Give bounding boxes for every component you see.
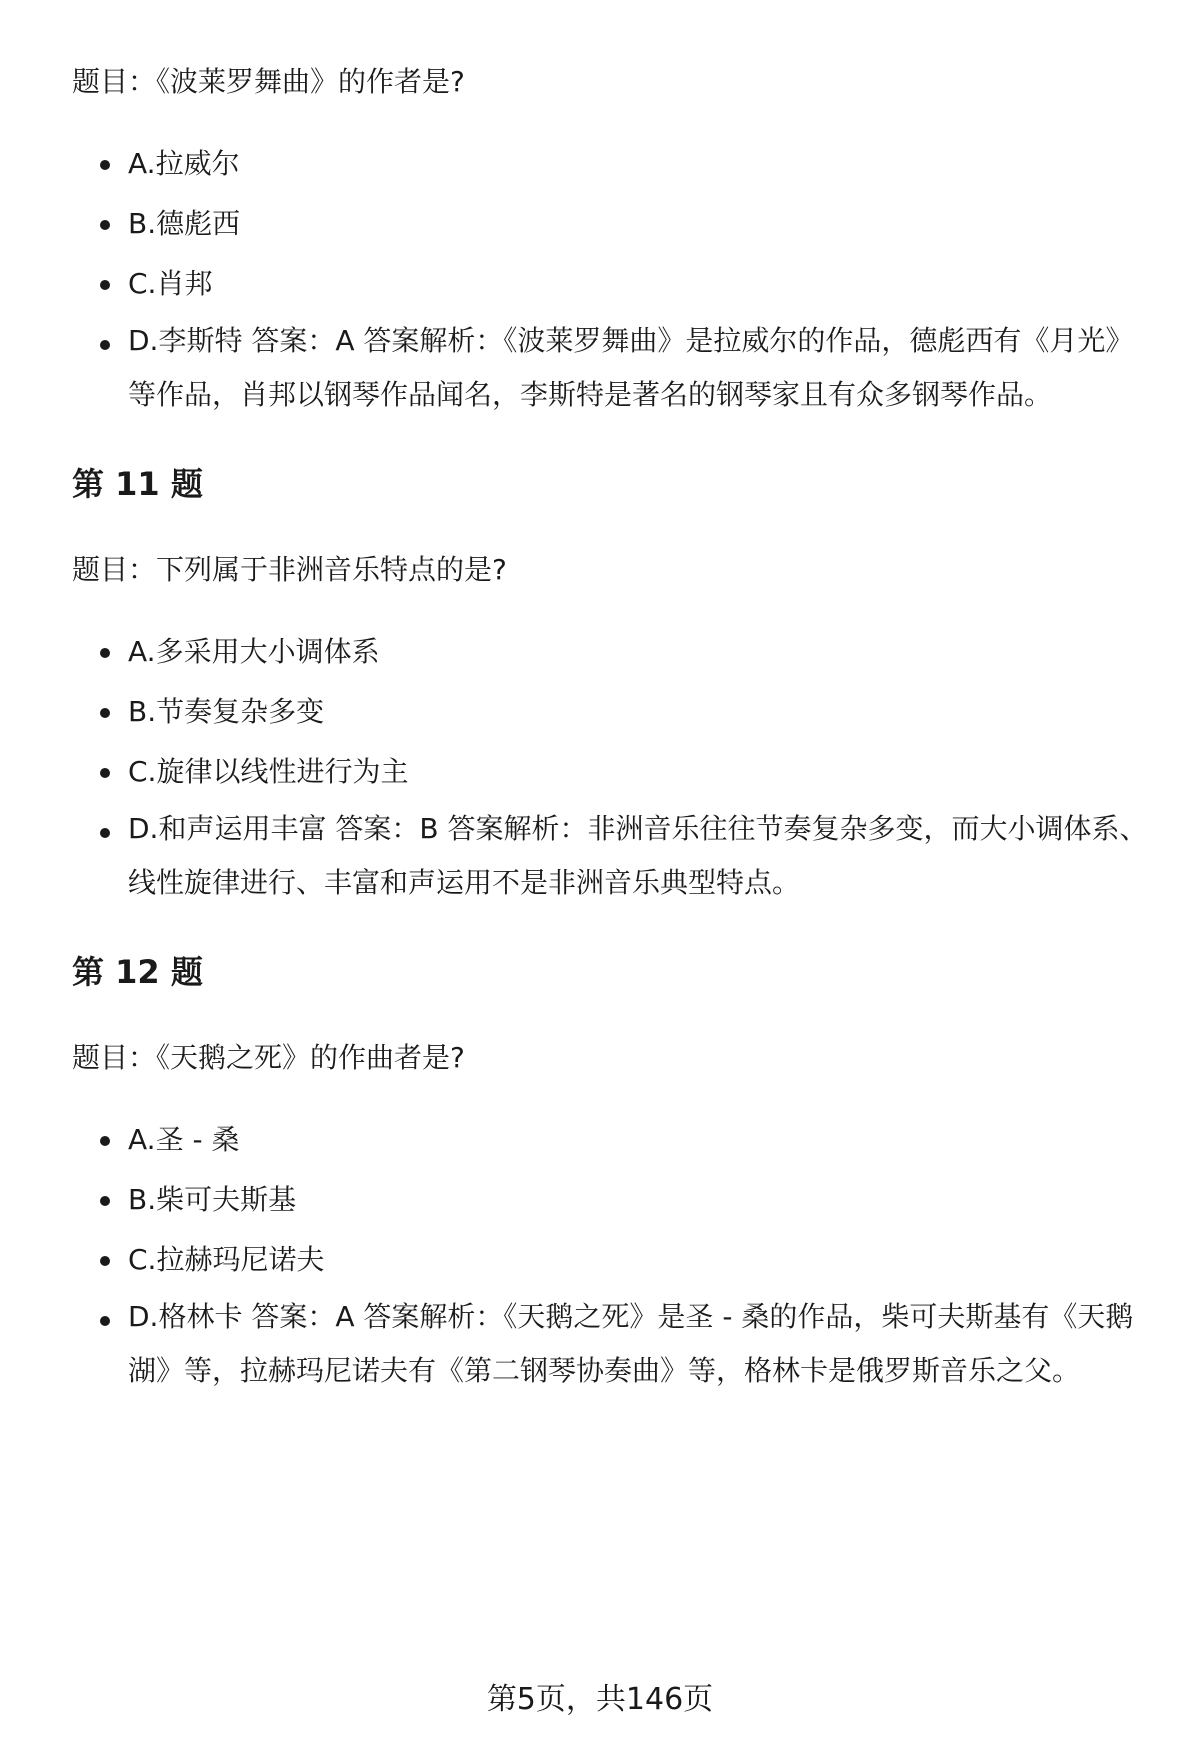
question-text: 题目：下列属于非洲音乐特点的是? [72,553,507,586]
option-c: C.肖邦 [72,254,1152,314]
question-block-11 [72,462,1152,910]
question-heading: 第 12 题 [72,953,203,991]
option-d-with-answer: D.和声运用丰富 答案：B 答案解析：非洲音乐往往节奏复杂多变，而大小调体系、线性旋律进行、丰富和声运用不是非洲音乐典型特点。 [72,802,1152,910]
options-list [72,1110,1152,1398]
question-heading: 第 11 题 [72,465,203,503]
options-list [72,622,1152,910]
option-a: A.圣 - 桑 [72,1110,1152,1170]
question-block-12 [72,950,1152,1398]
question-text: 题目：《天鹅之死》的作曲者是? [72,1041,465,1074]
option-a: A.多采用大小调体系 [72,622,1152,682]
option-c: C.拉赫玛尼诺夫 [72,1230,1152,1290]
option-b: B.节奏复杂多变 [72,682,1152,742]
options-list [72,134,1152,422]
question-text: 题目：《波莱罗舞曲》的作者是? [72,65,465,98]
option-d-with-answer: D.格林卡 答案：A 答案解析：《天鹅之死》是圣 - 桑的作品，柴可夫斯基有《天鹅湖》等，拉赫玛尼诺夫有《第二钢琴协奏曲》等，格林卡是俄罗斯音乐之父。 [72,1290,1152,1398]
page-content [72,62,1152,1398]
option-d-with-answer: D.李斯特 答案：A 答案解析：《波莱罗舞曲》是拉威尔的作品，德彪西有《月光》等作品，肖邦以钢琴作品闻名，李斯特是著名的钢琴家且有众多钢琴作品。 [72,314,1152,422]
page-number-footer: 第5页，共146页 [486,1682,714,1717]
option-b: B.柴可夫斯基 [72,1170,1152,1230]
option-b: B.德彪西 [72,194,1152,254]
option-a: A.拉威尔 [72,134,1152,194]
option-c: C.旋律以线性进行为主 [72,742,1152,802]
question-block-10 [72,62,1152,422]
